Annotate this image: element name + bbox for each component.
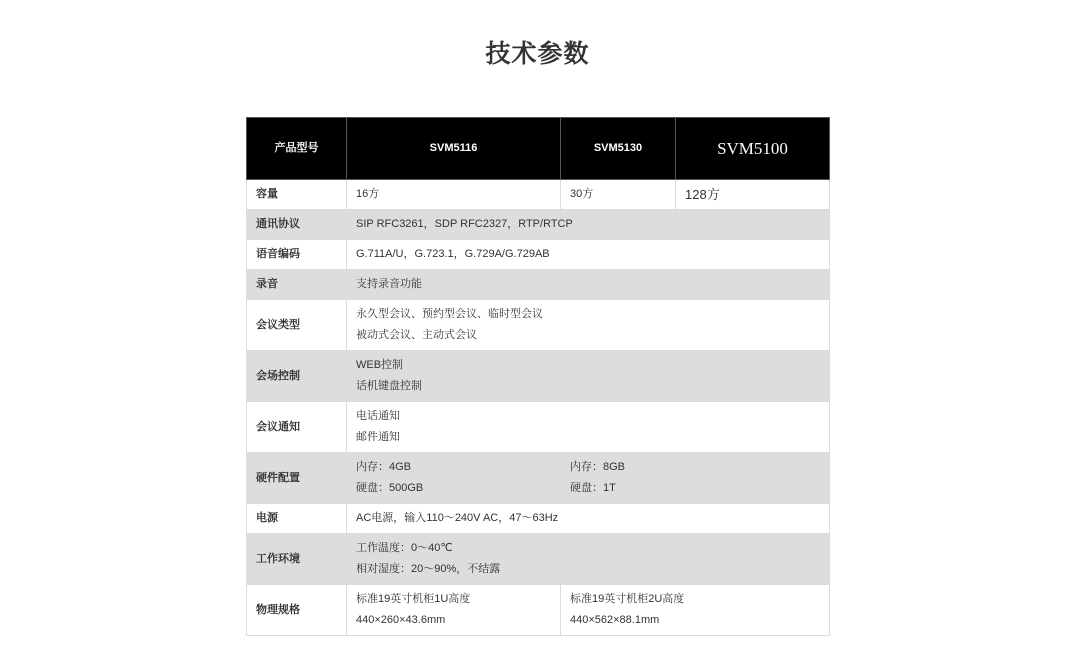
table-row xyxy=(247,270,830,300)
row-label: 语音编码 xyxy=(247,240,347,270)
value-line: 被动式会议、主动式会议 xyxy=(356,329,477,341)
row-label: 录音 xyxy=(247,270,347,300)
table-row xyxy=(247,210,830,240)
page-title: 技术参数 xyxy=(485,39,590,68)
spec-table xyxy=(246,117,830,636)
header-model-svm5130: SVM5130 xyxy=(561,118,676,180)
table-row xyxy=(247,585,830,636)
row-label: 电源 xyxy=(247,504,347,534)
value-line: 440×260×43.6mm xyxy=(356,614,446,626)
row-value xyxy=(347,585,561,636)
row-value: G.711A/U，G.723.1，G.729A/G.729AB xyxy=(347,240,830,270)
value-line: WEB控制 xyxy=(356,359,404,371)
value-line: 内存：4GB xyxy=(356,461,412,473)
row-value: 16方 xyxy=(347,180,561,210)
value-line: 硬盘：500GB xyxy=(356,482,424,494)
table-row xyxy=(247,504,830,534)
row-label: 会场控制 xyxy=(247,351,347,402)
row-value xyxy=(347,402,830,453)
table-row xyxy=(247,351,830,402)
value-line: 相对湿度：20～90%，不结露 xyxy=(356,563,501,575)
row-value xyxy=(561,453,830,504)
row-value: AC电源，输入110～240V AC，47～63Hz xyxy=(347,504,830,534)
table-row xyxy=(247,453,830,504)
value-line: 标准19英寸机柜1U高度 xyxy=(356,593,471,605)
header-model-svm5100: SVM5100 xyxy=(676,118,830,180)
row-value: 支持录音功能 xyxy=(347,270,830,300)
value-line: 电话通知 xyxy=(356,410,400,422)
table-row xyxy=(247,180,830,210)
row-label: 通讯协议 xyxy=(247,210,347,240)
table-row xyxy=(247,402,830,453)
row-value xyxy=(347,351,830,402)
row-label: 硬件配置 xyxy=(247,453,347,504)
row-value: SIP RFC3261，SDP RFC2327，RTP/RTCP xyxy=(347,210,830,240)
row-value xyxy=(347,300,830,351)
row-label: 会议通知 xyxy=(247,402,347,453)
value-line: 永久型会议、预约型会议、临时型会议 xyxy=(356,308,543,320)
value-line: 工作温度：0～40℃ xyxy=(356,542,453,554)
value-line: 邮件通知 xyxy=(356,431,400,443)
header-model-svm5116: SVM5116 xyxy=(347,118,561,180)
value-line: 440×562×88.1mm xyxy=(570,614,660,626)
row-label: 工作环境 xyxy=(247,534,347,585)
value-line: 硬盘：1T xyxy=(570,482,616,494)
row-value xyxy=(347,534,830,585)
row-label: 容量 xyxy=(247,180,347,210)
value-line: 内存：8GB xyxy=(570,461,626,473)
table-header-row xyxy=(247,118,830,180)
header-model-label: 产品型号 xyxy=(247,118,347,180)
table-row xyxy=(247,534,830,585)
value-line: 标准19英寸机柜2U高度 xyxy=(570,593,685,605)
row-label: 会议类型 xyxy=(247,300,347,351)
table-row xyxy=(247,300,830,351)
row-value xyxy=(347,453,561,504)
row-value xyxy=(561,585,830,636)
value-line: 话机键盘控制 xyxy=(356,380,422,392)
row-value: 128方 xyxy=(676,180,830,210)
row-label: 物理规格 xyxy=(247,585,347,636)
row-value: 30方 xyxy=(561,180,676,210)
table-row xyxy=(247,240,830,270)
